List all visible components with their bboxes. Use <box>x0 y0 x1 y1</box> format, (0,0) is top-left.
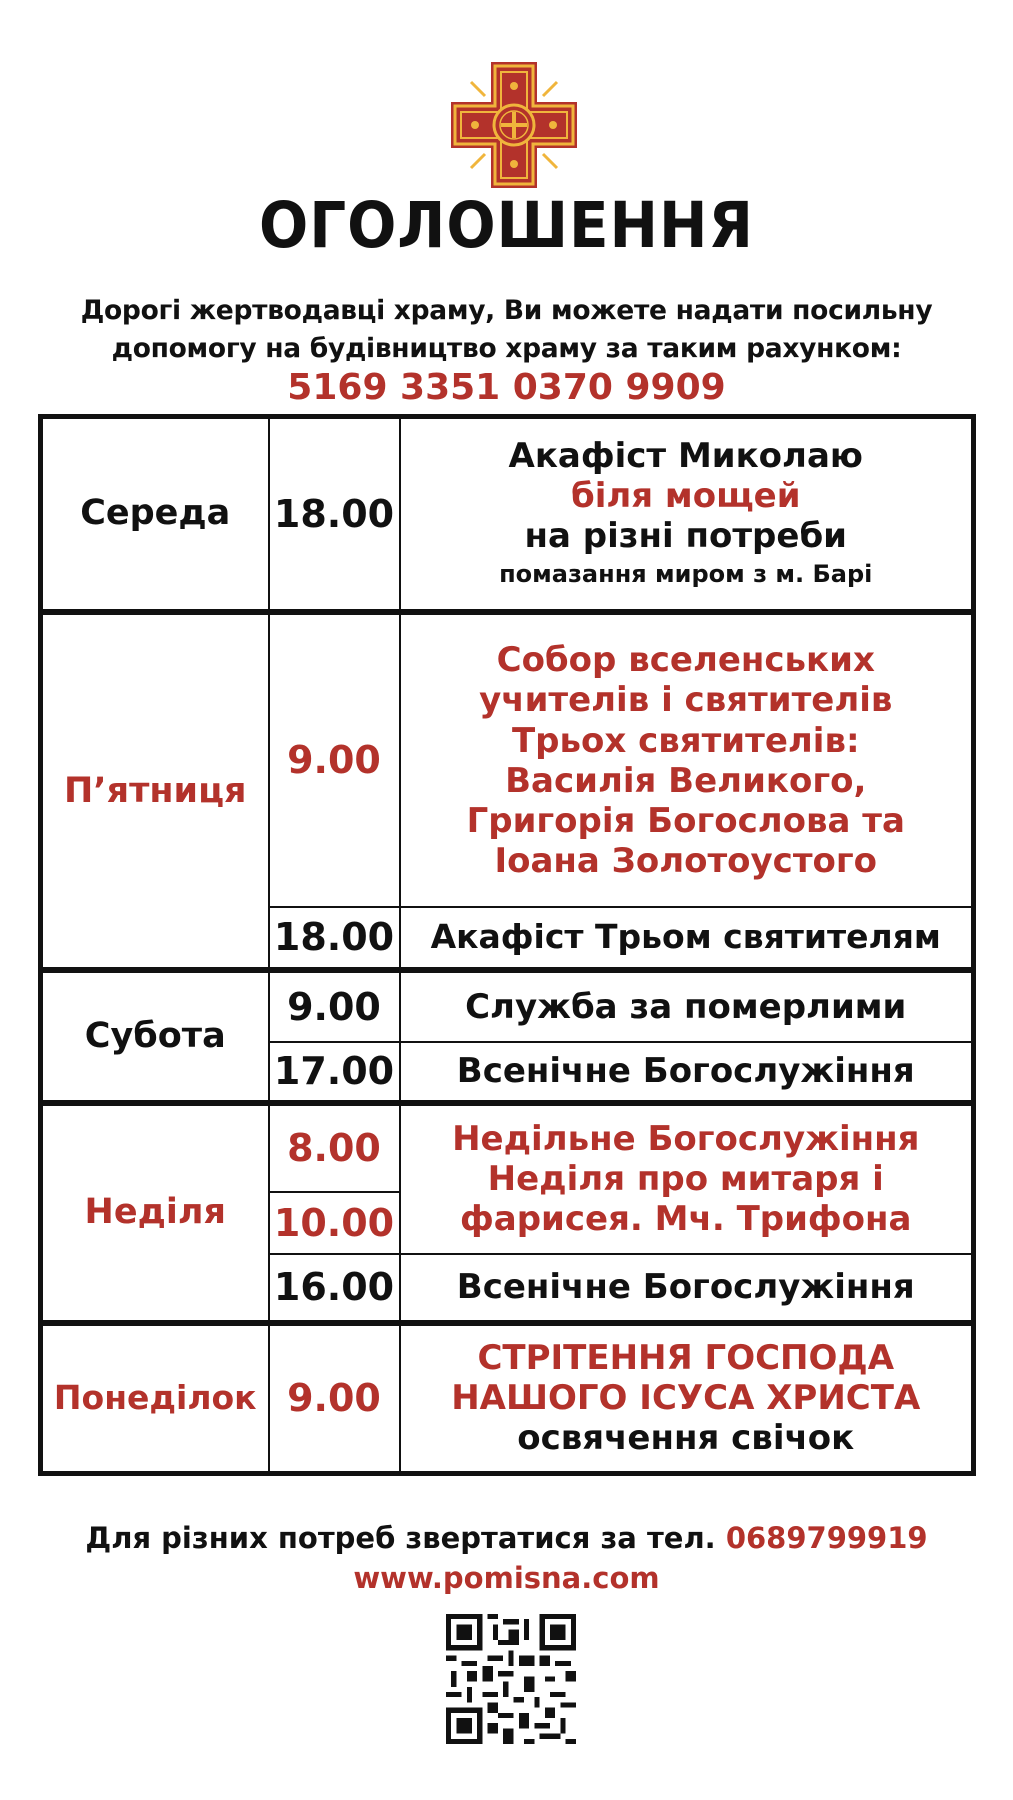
donation-intro <box>20 292 993 368</box>
service-line: учителів і святителів <box>479 680 893 721</box>
service-friday-2: Акафіст Трьом святителям <box>400 907 974 970</box>
service-line: Акафіст Миколаю <box>508 435 863 476</box>
time-sunday-2: 10.00 <box>269 1192 400 1253</box>
service-line: освячення свічок <box>517 1418 855 1459</box>
day-friday: П’ятниця <box>41 612 269 970</box>
schedule-table <box>38 414 976 1476</box>
service-line: фарисея. Мч. Трифона <box>460 1199 912 1240</box>
schedule-row-friday <box>41 612 974 907</box>
schedule-row-saturday <box>41 970 974 1041</box>
service-line: Трьох святителів: <box>511 720 860 761</box>
time-sunday-3: 16.00 <box>269 1254 400 1323</box>
service-saturday-2: Всенічне Богослужіння <box>400 1042 974 1103</box>
orthodox-cross-icon <box>451 62 577 188</box>
time-saturday-2: 17.00 <box>269 1042 400 1103</box>
day-wednesday: Середа <box>41 417 269 613</box>
service-line: Собор вселенських <box>496 640 875 681</box>
service-sunday-1 <box>400 1103 974 1254</box>
service-note: помазання миром з м. Барі <box>499 560 873 589</box>
page-title: ОГОЛОШЕННЯ <box>259 189 754 262</box>
schedule-row-sunday <box>41 1103 974 1193</box>
service-line: на різні потреби <box>524 516 848 557</box>
contact-line <box>0 1518 1013 1558</box>
intro-line-2: допомогу на будівництво храму за таким рахунком: <box>111 333 902 364</box>
account-number: 5169 3351 0370 9909 <box>287 367 726 408</box>
service-monday <box>400 1323 974 1474</box>
time-wednesday: 18.00 <box>269 417 400 613</box>
schedule-row-wednesday <box>41 417 974 613</box>
service-friday-1 <box>400 612 974 907</box>
service-line: Іоана Золотоустого <box>494 840 878 881</box>
service-line: Василія Великого, <box>505 760 867 801</box>
intro-line-1: Дорогі жертводавці храму, Ви можете надати посильну <box>80 295 933 326</box>
contact-phone[interactable]: 0689799919 <box>725 1521 928 1555</box>
day-saturday: Субота <box>41 970 269 1102</box>
day-sunday: Неділя <box>41 1103 269 1323</box>
time-sunday-1: 8.00 <box>269 1103 400 1193</box>
day-monday: Понеділок <box>41 1323 269 1474</box>
service-line: Григорія Богослова та <box>466 800 905 841</box>
time-friday-1: 9.00 <box>269 612 400 907</box>
time-friday-2: 18.00 <box>269 907 400 970</box>
service-line: СТРІТЕННЯ ГОСПОДА <box>477 1338 895 1379</box>
service-line: Неділя про митаря і <box>487 1159 884 1200</box>
service-line: біля мощей <box>570 475 801 516</box>
service-saturday-1: Служба за померлими <box>400 970 974 1041</box>
schedule-row-monday <box>41 1323 974 1474</box>
time-saturday-1: 9.00 <box>269 970 400 1041</box>
service-wednesday <box>400 417 974 613</box>
time-monday: 9.00 <box>269 1323 400 1474</box>
service-line: Недільне Богослужіння <box>452 1118 920 1159</box>
qr-code-icon[interactable] <box>446 1614 576 1744</box>
contact-text: Для різних потреб звертатися за тел. <box>85 1521 716 1555</box>
service-sunday-3: Всенічне Богослужіння <box>400 1254 974 1323</box>
service-line: НАШОГО ІСУСА ХРИСТА <box>451 1378 921 1419</box>
website-link[interactable]: www.pomisna.com <box>353 1561 660 1595</box>
